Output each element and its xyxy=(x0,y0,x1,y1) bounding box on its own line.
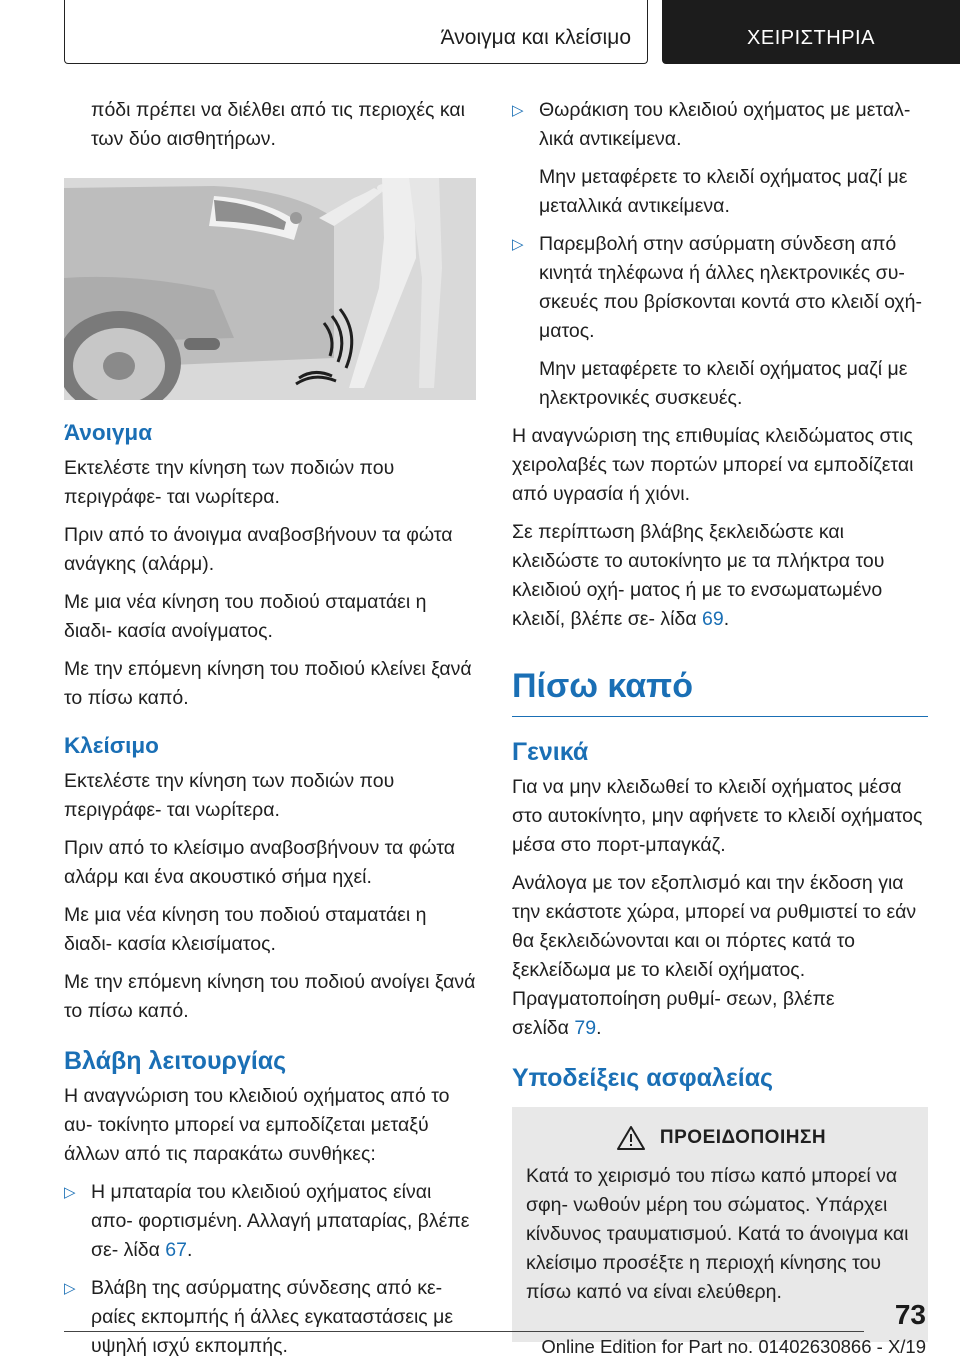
page-reference-link[interactable]: 69 xyxy=(702,608,724,630)
bullet-item xyxy=(64,1274,476,1361)
warning-header xyxy=(526,1123,916,1152)
left-column xyxy=(64,96,476,1370)
heading-safety: Υποδείξεις ασφαλείας xyxy=(512,1064,774,1092)
intro-paragraph: πόδι πρέπει να διέλθει από τις περιοχές και των δύο αισθητήρων. xyxy=(91,99,465,150)
closing-paragraph-4: Με την επόμενη κίνηση του ποδιού ανοίγει ξανά το πίσω καπό. xyxy=(64,971,476,1022)
bullet-item xyxy=(512,96,928,154)
heading-tailgate: Πίσω καπό xyxy=(512,667,693,705)
malfunction-paragraph: Η αναγνώριση του κλειδιού οχήματος από το αυ‐ τοκίνητο μπορεί να εμποδίζεται μεταξύ άλλων από τις παρακάτω συνθήκες: xyxy=(64,1085,450,1165)
closing-paragraph-2: Πριν από το κλείσιμο αναβοσβήνουν τα φώτα αλάρμ και ένα ακουστικό σήμα ηχεί. xyxy=(64,837,456,888)
humidity-paragraph: Η αναγνώριση της επιθυμίας κλειδώματος στις χειρολαβές των πορτών μπορεί να εμποδίζεται από υγρασία ή χιόνι. xyxy=(512,425,914,505)
opening-paragraph-2: Πριν από το άνοιγμα αναβοσβήνουν τα φώτα ανάγκης (αλάρμ). xyxy=(64,524,453,575)
bullet-item xyxy=(64,1178,476,1265)
failure-end: . xyxy=(723,608,730,630)
bullet-note: Μην μεταφέρετε το κλειδί οχήματος μαζί με μεταλλικά αντικείμενα. xyxy=(539,166,908,217)
footer-rule xyxy=(64,1331,864,1332)
bullet-end: . xyxy=(186,1239,193,1261)
bullet-note: Μην μεταφέρετε το κλειδί οχήματος μαζί με ηλεκτρονικές συσκευές. xyxy=(539,358,908,409)
failure-paragraph xyxy=(512,518,928,634)
closing-paragraph-3: Με μια νέα κίνηση του ποδιού σταματάει η διαδι‐ κασία κλεισίματος. xyxy=(64,904,427,955)
bullet-text: Παρεμβολή στην ασύρματη σύνδεση από κινητά τηλέφωνα ή άλλες ηλεκτρονικές συ‐ σκευές που βρίσκονται κοντά στο κλειδί οχή‐ ματος. xyxy=(539,233,922,342)
bullet-text: Βλάβη της ασύρματης σύνδεσης από κε‐ ραίες εκπομπής ή άλλες εγκαταστάσεις με υψηλή ισχύ εκπομπής. xyxy=(91,1277,454,1357)
triangle-bullet-icon: ▷ xyxy=(64,1184,76,1201)
chapter-tab-label: ΧΕΙΡΙΣΤΗΡΙΑ xyxy=(747,27,875,49)
triangle-bullet-icon: ▷ xyxy=(512,236,524,253)
page-reference-link[interactable]: 79 xyxy=(574,1017,597,1039)
bullet-text: Η μπαταρία του κλειδιού οχήματος είναι απο‐ φορτισμένη. Αλλαγή μπαταρίας, βλέπε σε‐ λίδα xyxy=(91,1181,470,1261)
opening-paragraph-4: Με την επόμενη κίνηση του ποδιού κλείνει ξανά το πίσω καπό. xyxy=(64,658,472,709)
section-title-box xyxy=(64,0,648,64)
warning-text: Κατά το χειρισμό του πίσω καπό μπορεί να σφη‐ νωθούν μέρη του σώματος. Υπάρχει κίνδυνος τραυματισμού. Κατά το άνοιγμα και κλείσιμο προσέξτε η περιοχή κίνησης του πίσω καπό να είναι ελεύθερη. xyxy=(526,1165,909,1303)
closing-paragraph-1: Εκτελέστε την κίνηση των ποδιών που περιγράφε‐ ται νωρίτερα. xyxy=(64,770,395,821)
warning-box xyxy=(512,1107,928,1342)
general-text: Ανάλογα με τον εξοπλισμό και την έκδοση για την εκάστοτε χώρα, μπορεί να ρυθμιστεί το εάν θα ξεκλειδώνονται και οι πόρτες κατά το ξεκλείδωμα με το κλειδί οχήματος. Πραγματοποίηση ρυθμί‐ σεων, βλέπε σελίδα xyxy=(512,872,917,1039)
bullet-text: Θωράκιση του κλειδιού οχήματος με μεταλ‐ λικά αντικείμενα. xyxy=(539,99,911,150)
car-tailgate-illustration xyxy=(64,178,476,400)
triangle-bullet-icon: ▷ xyxy=(64,1280,76,1297)
bullet-item xyxy=(512,230,928,346)
right-column xyxy=(512,96,928,1342)
failure-text: Σε περίπτωση βλάβης ξεκλειδώστε και κλειδώστε το αυτοκίνητο με τα πλήκτρα του κλειδιού οχή‐ ματος ή με το ενσωματωμένο κλειδί, βλέπε σε‐ λίδα xyxy=(512,521,885,630)
heading-malfunction: Βλάβη λειτουργίας xyxy=(64,1047,287,1075)
general-end: . xyxy=(596,1017,602,1039)
page-number: 73 xyxy=(894,1299,926,1330)
triangle-bullet-icon: ▷ xyxy=(512,102,524,119)
general-paragraph-2 xyxy=(512,869,928,1043)
warning-triangle-icon xyxy=(616,1125,646,1151)
section-title: Άνοιγμα και κλείσιμο xyxy=(440,26,631,49)
opening-paragraph-1: Εκτελέστε την κίνηση των ποδιών που περιγράφε‐ ται νωρίτερα. xyxy=(64,457,395,508)
page-reference-link[interactable]: 67 xyxy=(165,1239,187,1261)
car-foot-sensor-image xyxy=(64,178,476,400)
footer-edition: Online Edition for Part no. 01402630866 - X/19 xyxy=(541,1336,926,1357)
heading-general: Γενικά xyxy=(512,738,589,766)
chapter-tab xyxy=(662,0,960,64)
general-paragraph-1: Για να μην κλειδωθεί το κλειδί οχήματος μέσα στο αυτοκίνητο, μην αφήνετε το κλειδί οχήματος μέσα στο πορτ-μπαγκάζ. xyxy=(512,776,923,856)
heading-opening: Άνοιγμα xyxy=(64,420,153,445)
warning-title: ΠΡΟΕΙΔΟΠΟΙΗΣΗ xyxy=(659,1127,827,1148)
heading-closing: Κλείσιμο xyxy=(64,733,159,758)
heading-rule xyxy=(512,716,928,717)
page-header xyxy=(0,0,960,66)
opening-paragraph-3: Με μια νέα κίνηση του ποδιού σταματάει η διαδι‐ κασία ανοίγματος. xyxy=(64,591,427,642)
